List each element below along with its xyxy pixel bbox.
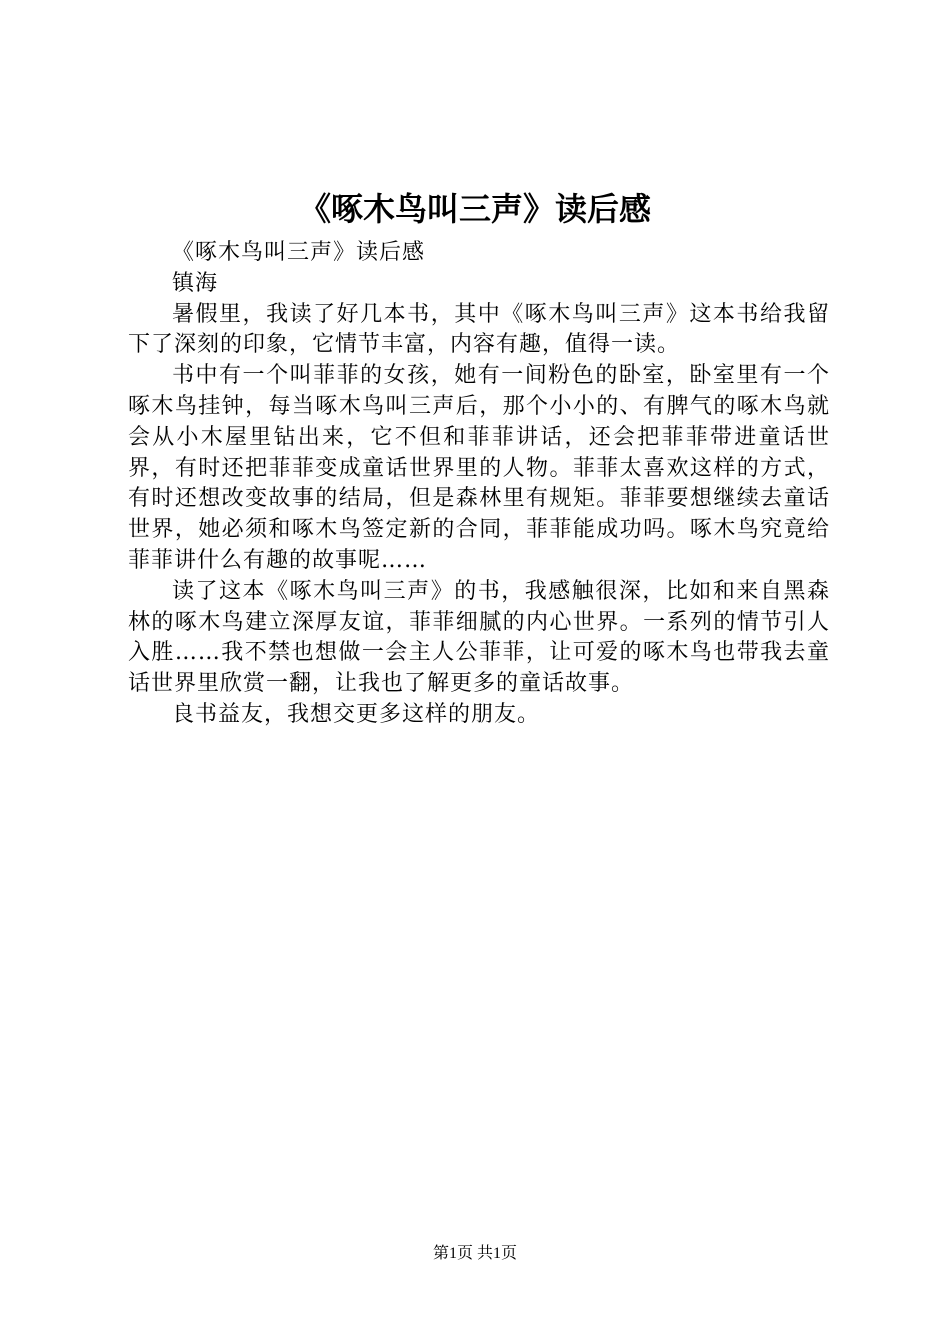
body-paragraph: 暑假里，我读了好几本书，其中《啄木鸟叫三声》这本书给我留下了深刻的印象，它情节丰富，内容有趣，值得一读。 xyxy=(128,301,830,358)
subtitle-paragraph: 《啄木鸟叫三声》读后感 xyxy=(172,240,426,265)
body-paragraph: 书中有一个叫菲菲的女孩，她有一间粉色的卧室，卧室里有一个啄木鸟挂钟，每当啄木鸟叫三声后，那个小小的、有脾气的啄木鸟就会从小木屋里钻出来，它不但和菲菲讲话，还会把菲菲带进童话世界，有时还把菲菲变成童话世界里的人物。菲菲太喜欢这样的方式，有时还想改变故事的结局，但是森林里有规矩。菲菲要想继续去童话世界，她必须和啄木鸟签定新的合同，菲菲能成功吗。啄木鸟究竟给菲菲讲什么有趣的故事呢…… xyxy=(128,363,830,573)
document-body xyxy=(128,238,830,731)
body-paragraph: 读了这本《啄木鸟叫三声》的书，我感触很深，比如和来自黑森林的啄木鸟建立深厚友谊，菲菲细腻的内心世界。一系列的情节引人入胜……我不禁也想做一会主人公菲菲，让可爱的啄木鸟也带我去童话世界里欣赏一翻，让我也了解更多的童话故事。 xyxy=(128,578,830,697)
page-title: 《啄木鸟叫三声》读后感 xyxy=(298,190,651,228)
author-paragraph: 镇海 xyxy=(172,270,219,296)
closing-paragraph: 良书益友，我想交更多这样的朋友。 xyxy=(172,701,541,727)
page-number-footer: 第1页 共1页 xyxy=(432,1245,517,1262)
